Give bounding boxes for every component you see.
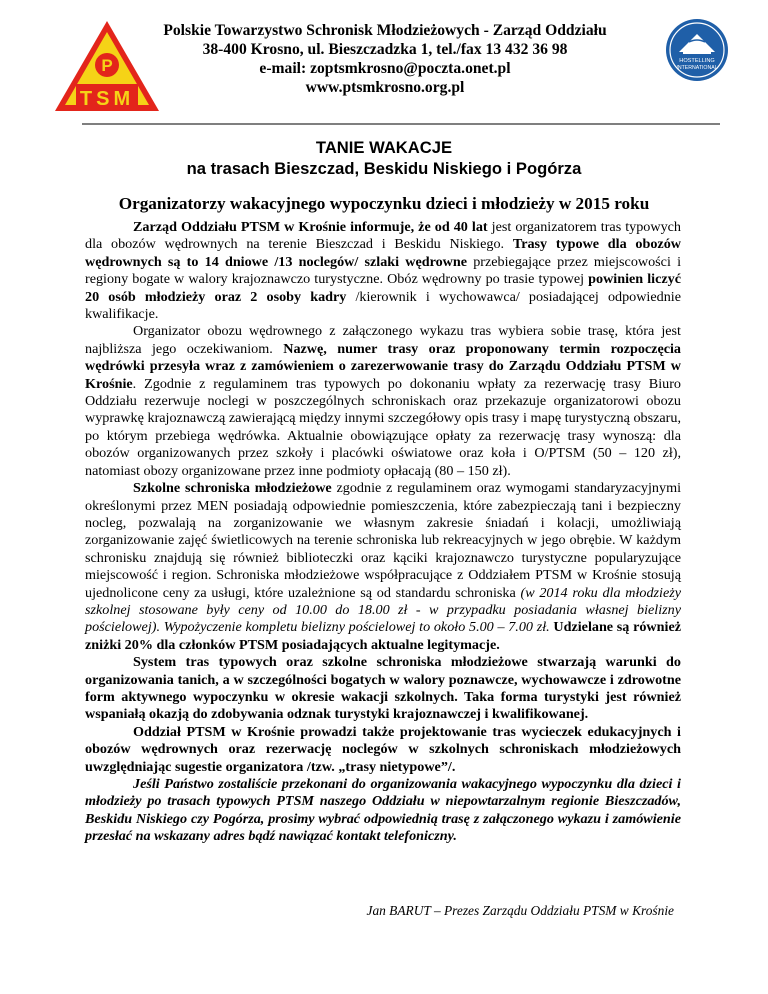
org-address: 38-400 Krosno, ul. Bieszczadzka 1, tel./fax 13 432 36 98	[202, 41, 568, 58]
ptsm-logo-text: TSM	[79, 88, 135, 110]
document-title-line2: na trasach Bieszczad, Beskidu Niskiego i Pogórza	[186, 159, 582, 178]
org-email: e-mail: zoptsmkrosno@poczta.onet.pl	[259, 60, 511, 77]
document-title: TANIE WAKACJE	[315, 138, 453, 157]
header-divider	[82, 123, 720, 125]
org-name: Polskie Towarzystwo Schronisk Młodzieżowych - Zarząd Oddziału	[163, 22, 607, 39]
paragraph-5: Oddział PTSM w Krośnie prowadzi także projektowanie tras wycieczek edukacyjnych i obozów wędrownych oraz rezerwację noclegów w szkolnych schroniskach młodzieżowych uwzględniając sugestie organizatora /tzw. „trasy nietypowe”/.	[85, 723, 681, 775]
paragraph-4: System tras typowych oraz szkolne schroniska młodzieżowe stwarzają warunki do organizowania tanich, a w szczególności bogatych w walory poznawcze, wychowawcze i zdrowotne form aktywnego wypoczynku w okresie wakacji szkolnych. Taka forma turystyki jest również wspaniałą okazją do zdobywania odznak turystyki krajoznawczej i kwalifikowanej.	[85, 654, 681, 723]
paragraph-1: Zarząd Oddziału PTSM w Krośnie informuje, że od 40 lat jest organizatorem tras typowych dla obozów wędrownych na terenie Bieszczad i Beskidu Niskiego. Trasy typowe dla obozów wędrownych są to 14 dniowe /13 noclegów/ szlaki wędrowne przebiegające przez miejscowości i regiony bogate w walory krajoznawczo turystyczne. Obóz wędrowny po trasie typowej powinien liczyć 20 osób młodzieży oraz 2 osoby kadry /kierownik i wychowawca/ posiadającej odpowiednie kwalifikacje.	[85, 219, 681, 323]
hi-logo-line2: INTERNATIONAL	[676, 65, 718, 71]
signature: Jan BARUT – Prezes Zarządu Oddziału PTSM w Krośnie	[366, 903, 674, 918]
paragraph-2: Organizator obozu wędrownego z załączonego wykazu tras wybiera sobie trasę, która jest najbliższa jego oczekiwaniom. Nazwę, numer trasy oraz proponowany termin rozpoczęcia wędrówki przesyła wraz z zamówieniem o zarezerwowanie trasy do Zarządu Oddziału PTSM w Krośnie. Zgodnie z regulaminem tras typowych po dokonaniu wpłaty za rezerwację trasy Biuro Oddziału rezerwuje noclegi w poszczególnych schroniskach oraz przekazuje organizatorowi obozu wyprawkę krajoznawczą zawierającą między innymi szczegółowy opis trasy i mapę turystyczną obszaru, po którym przebiega wędrówka. Aktualnie obowiązujące opłaty za rezerwację trasy wynoszą: dla obozów organizowanych przez szkoły i placówki oświatowe oraz koła i O/PTSM (50 – 120 zł), natomiast obozy organizowane przez inne podmioty opłacają (80 – 150 zł).	[85, 323, 681, 479]
document-subtitle: Organizatorzy wakacyjnego wypoczynku dzieci i młodzieży w 2015 roku	[118, 194, 650, 213]
paragraph-6: Jeśli Państwo zostaliście przekonani do organizowania wakacyjnego wypoczynku dla dzieci i młodzieży po trasach typowych PTSM naszego Oddziału w niepowtarzalnym regionie Bieszczadów, Beskidu Niskiego czy Pogórza, prosimy wybrać odpowiednią trasę z załączonego wykazu i zamówienie przesłać na wskazany adres bądź nawiązać kontakt telefoniczny.	[85, 776, 681, 845]
organization-header	[150, 21, 620, 97]
ptsm-logo	[52, 18, 162, 114]
hostelling-international-logo	[665, 18, 729, 82]
paragraph-3: Szkolne schroniska młodzieżowe zgodnie z regulaminem oraz wymogami standaryzacyjnymi określonymi przez MEN posiadają odpowiednie pomieszczenia, które zabezpieczają tani i bezpieczny nocleg, pozwalają na zorganizowanie we własnym zakresie śniadań i kolacji, umożliwiają zorganizowanie zajęć świetlicowych na terenie schroniska lub rekreacyjnych w jego obrębie. W każdym schronisku znajdują się również biblioteczki oraz kąciki krajoznawczo turystyczne popularyzujące miejscowość i region. Schroniska młodzieżowe współpracujące z Oddziałem PTSM w Krośnie stosują ujednolicone ceny za usługi, które uzależnione są od standardu schroniska (w 2014 roku dla młodzieży szkolnej stosowane były ceny od 10.00 do 18.00 zł - w przypadku posiadania własnej bielizny pościelowej). Wypożyczenie kompletu bielizny pościelowej to około 5.00 – 7.00 zł. Udzielane są również zniżki 20% dla członków PTSM posiadających aktualne legitymacje.	[85, 480, 681, 653]
ptsm-logo-letter: P	[101, 56, 113, 75]
org-website: www.ptsmkrosno.org.pl	[305, 79, 465, 96]
hi-logo-line1: HOSTELLING	[679, 58, 715, 64]
body-text	[85, 219, 681, 846]
